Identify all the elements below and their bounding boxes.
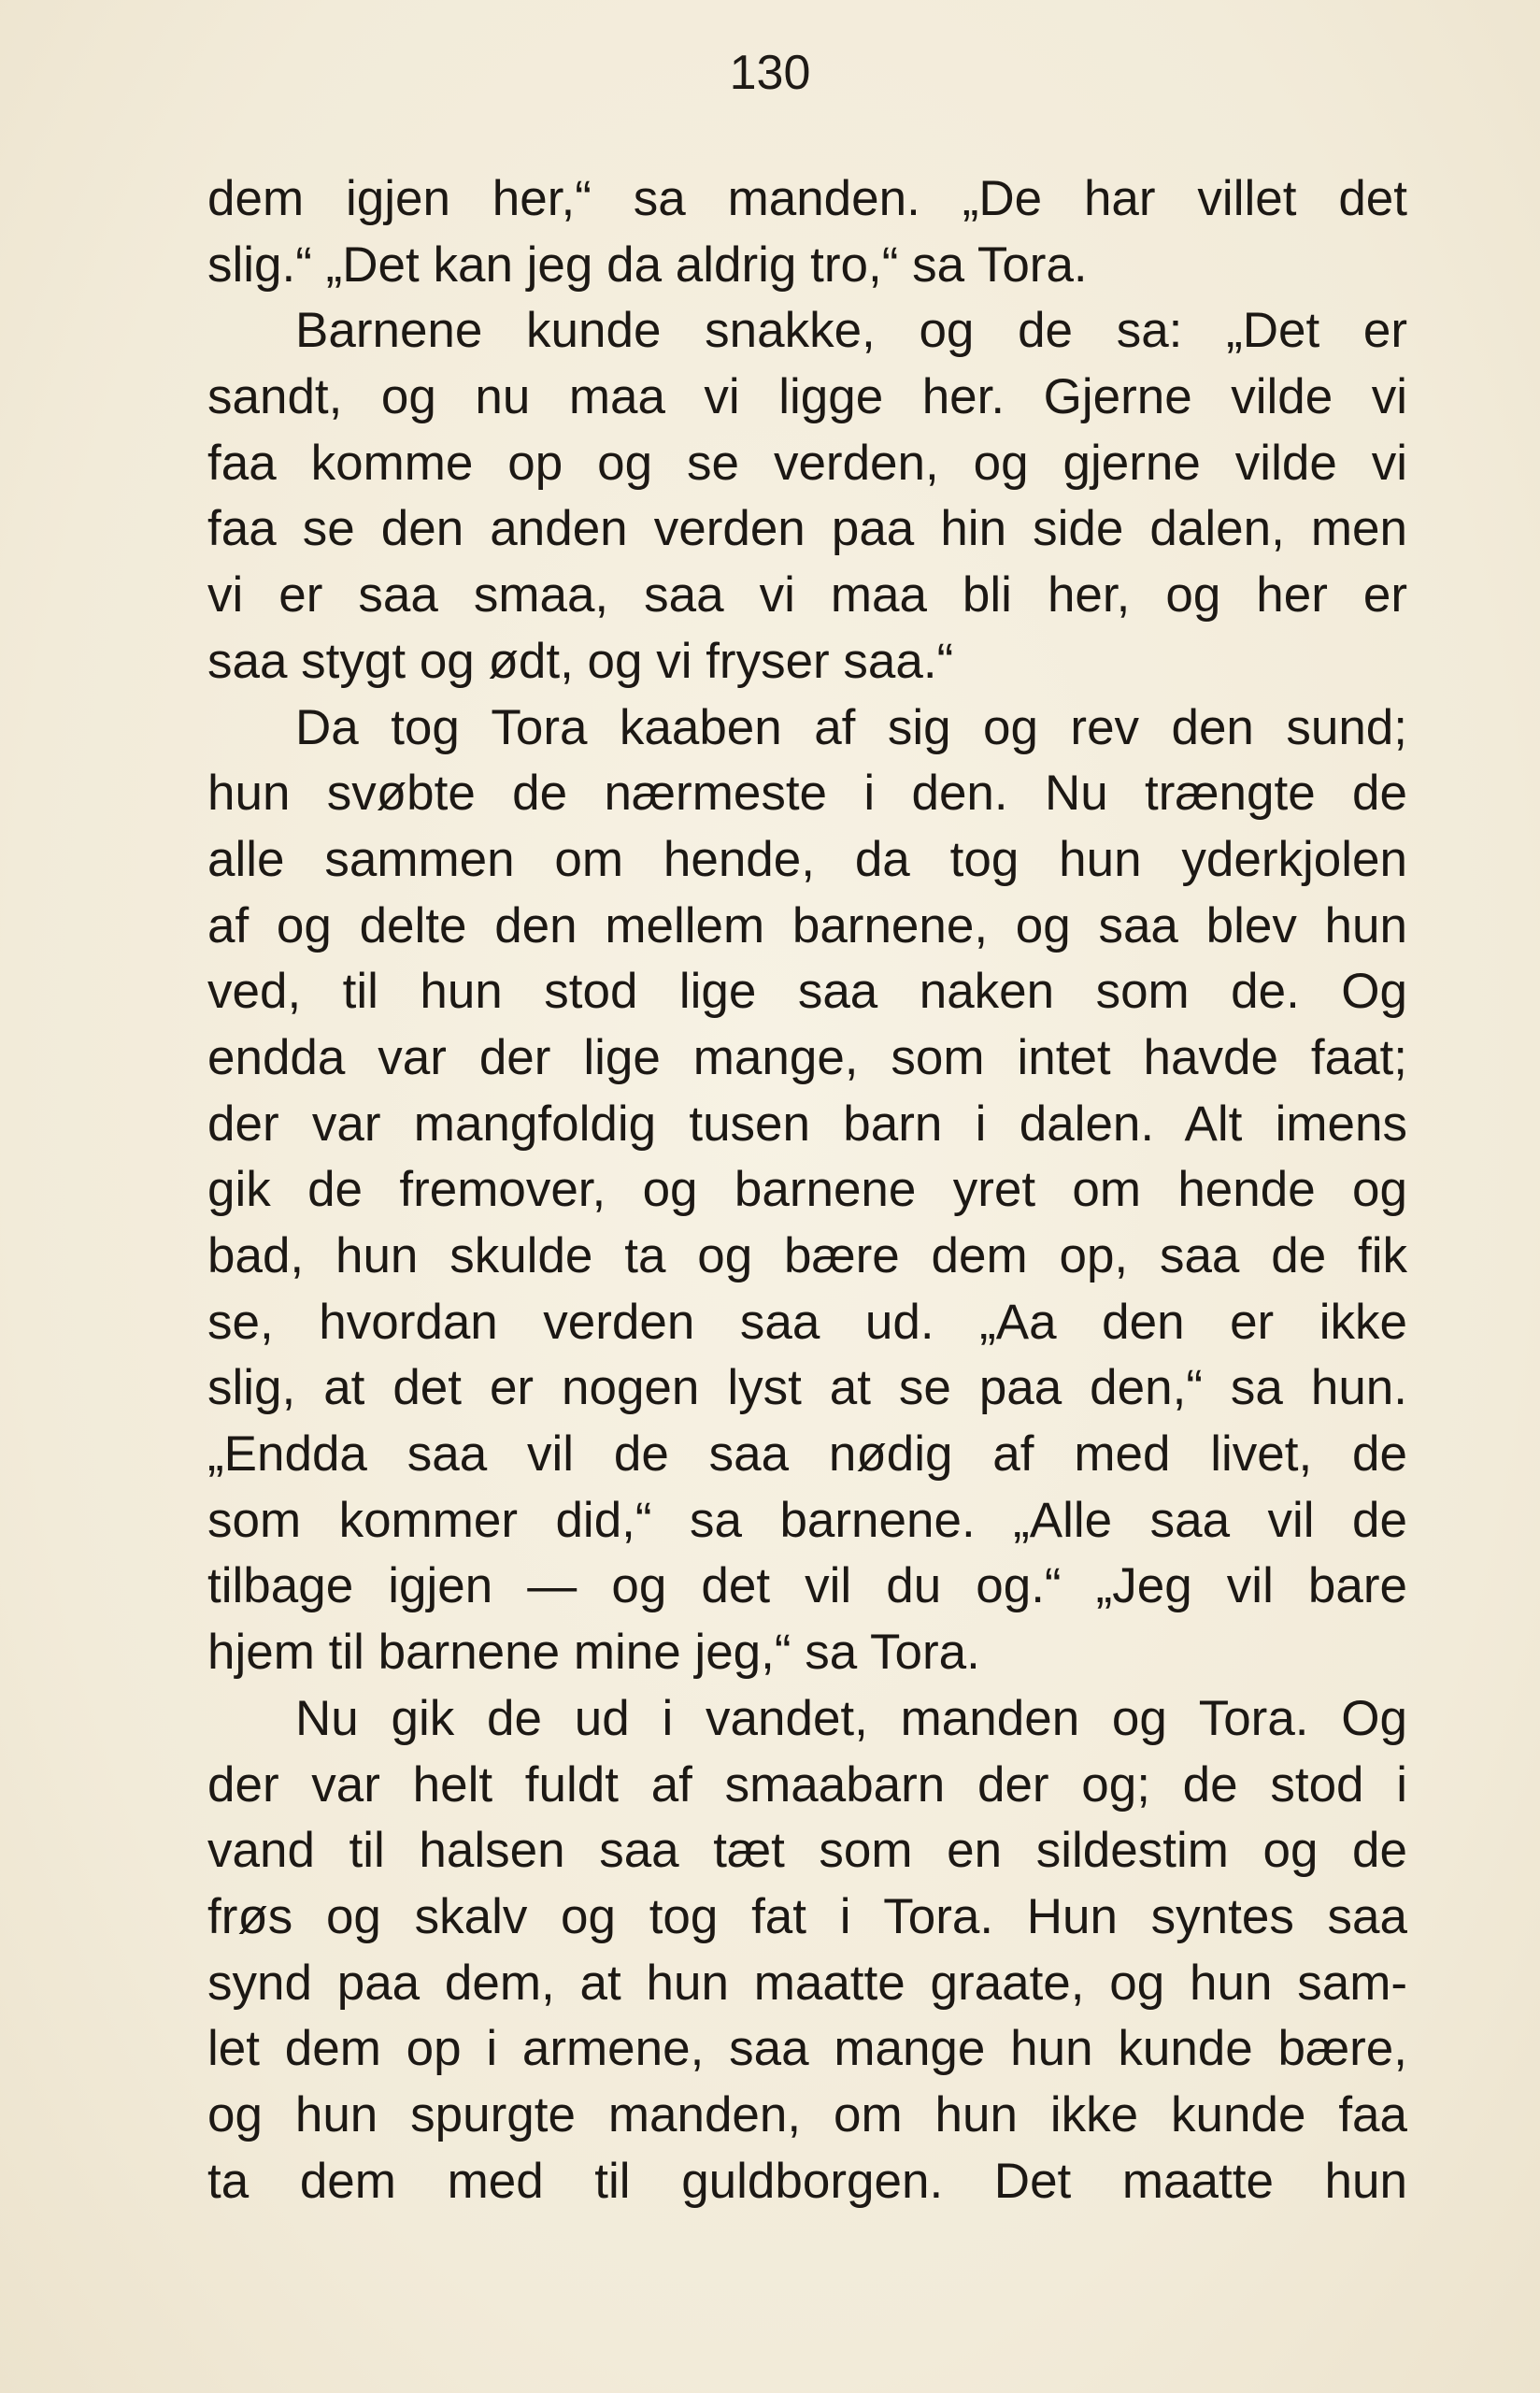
text-line: som kommer did,“ sa barnene. „Alle saa vil de	[207, 1492, 1407, 1548]
body-text	[207, 166, 1407, 2214]
text-line: hjem til barnene mine jeg,“ sa Tora.	[207, 1625, 980, 1681]
text-line: slig, at det er nogen lyst at se paa den,“ sa hun.	[207, 1360, 1407, 1416]
text-line: der var helt fuldt af smaabarn der og; de stod i	[207, 1756, 1407, 1813]
text-line: faa se den anden verden paa hin side dalen, men	[207, 501, 1407, 557]
text-line: let dem op i armene, saa mange hun kunde bære,	[207, 2021, 1407, 2077]
text-line: af og delte den mellem barnene, og saa blev hun	[207, 897, 1407, 953]
text-line: Da tog Tora kaaben af sig og rev den sund;	[295, 699, 1407, 755]
text-line: saa stygt og ødt, og vi fryser saa.“	[207, 633, 954, 689]
text-line: Nu gik de ud i vandet, manden og Tora. Og	[295, 1690, 1407, 1746]
text-line: ta dem med til guldborgen. Det maatte hun	[207, 2153, 1407, 2209]
page-number: 130	[729, 46, 811, 100]
text-line: alle sammen om hende, da tog hun yderkjolen	[207, 831, 1407, 887]
text-line: gik de fremover, og barnene yret om hende og	[207, 1162, 1407, 1218]
text-line: ved, til hun stod lige saa naken som de. Og	[207, 964, 1407, 1020]
text-line: sandt, og nu maa vi ligge her. Gjerne vilde vi	[207, 369, 1407, 425]
text-line: vi er saa smaa, saa vi maa bli her, og her er	[207, 567, 1407, 623]
text-line: der var mangfoldig tusen barn i dalen. Alt imens	[207, 1096, 1407, 1152]
text-line: vand til halsen saa tæt som en sildestim og de	[207, 1823, 1407, 1879]
text-line: dem igjen her,“ sa manden. „De har villet det	[207, 171, 1407, 226]
text-line: tilbage igjen — og det vil du og.“ „Jeg vil bare	[207, 1558, 1407, 1614]
text-line: slig.“ „Det kan jeg da aldrig tro,“ sa Tora.	[207, 236, 1088, 293]
text-line: se, hvordan verden saa ud. „Aa den er ikke	[207, 1294, 1407, 1350]
text-line: faa komme op og se verden, og gjerne vilde vi	[207, 435, 1407, 491]
text-line: „Endda saa vil de saa nødig af med livet, de	[207, 1426, 1407, 1483]
text-line: endda var der lige mange, som intet havde faat;	[207, 1029, 1407, 1085]
text-line: bad, hun skulde ta og bære dem op, saa de fik	[207, 1228, 1407, 1283]
text-line: hun svøbte de nærmeste i den. Nu trængte de	[207, 766, 1407, 822]
text-line: synd paa dem, at hun maatte graate, og hun sam-	[207, 1955, 1407, 2011]
text-line: og hun spurgte manden, om hun ikke kunde faa	[207, 2086, 1407, 2142]
text-line: Barnene kunde snakke, og de sa: „Det er	[295, 303, 1407, 359]
text-line: frøs og skalv og tog fat i Tora. Hun syntes saa	[207, 1888, 1407, 1944]
